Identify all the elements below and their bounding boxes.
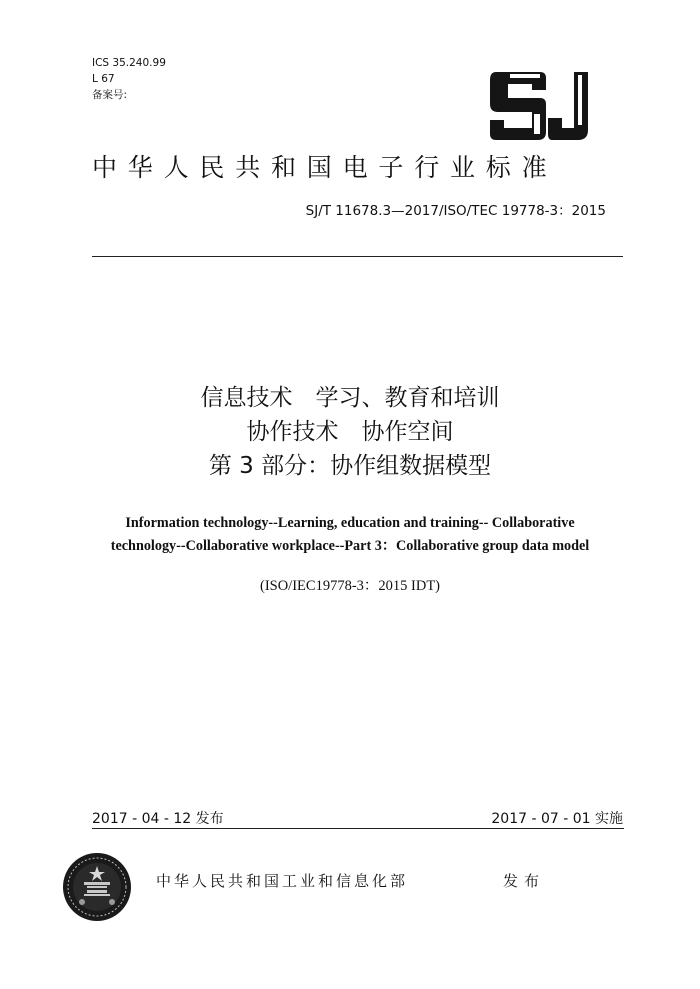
english-title-line-1: Information technology--Learning, education and training-- Collaborative [125, 515, 575, 531]
chinese-title-line-2: 协作技术 协作空间 [246, 419, 454, 445]
ics-code: ICS 35.240.99 [92, 57, 166, 69]
bottom-divider [92, 828, 624, 829]
issuing-authority: 中华人民共和国工业和信息化部 [156, 872, 409, 890]
chinese-title-line-1: 信息技术 学习、教育和培训 [200, 385, 500, 411]
issue-label: 发布 [503, 872, 546, 890]
standard-number: SJ/T 11678.3—2017/ISO/TEC 19778-3：2015 [305, 203, 606, 219]
sj-logo [488, 70, 598, 144]
equivalence-note: (ISO/IEC19778-3：2015 IDT) [259, 578, 441, 594]
national-emblem-icon [62, 852, 132, 922]
chinese-title-line-3: 第 3 部分：协作组数据模型 [208, 453, 492, 479]
record-number: 备案号: [92, 89, 128, 101]
classification-block [92, 55, 166, 103]
ccs-code: L 67 [92, 73, 115, 85]
issue-date: 2017 - 04 - 12 发布 [92, 811, 224, 827]
implementation-date: 2017 - 07 - 01 实施 [491, 811, 623, 827]
english-title [60, 512, 640, 558]
top-divider [92, 256, 623, 257]
english-title-line-2: technology--Collaborative workplace--Part 3：Collaborative group data model [110, 538, 590, 554]
standard-type-title: 中华人民共和国电子行业标准 [92, 153, 558, 182]
chinese-title [60, 381, 640, 483]
